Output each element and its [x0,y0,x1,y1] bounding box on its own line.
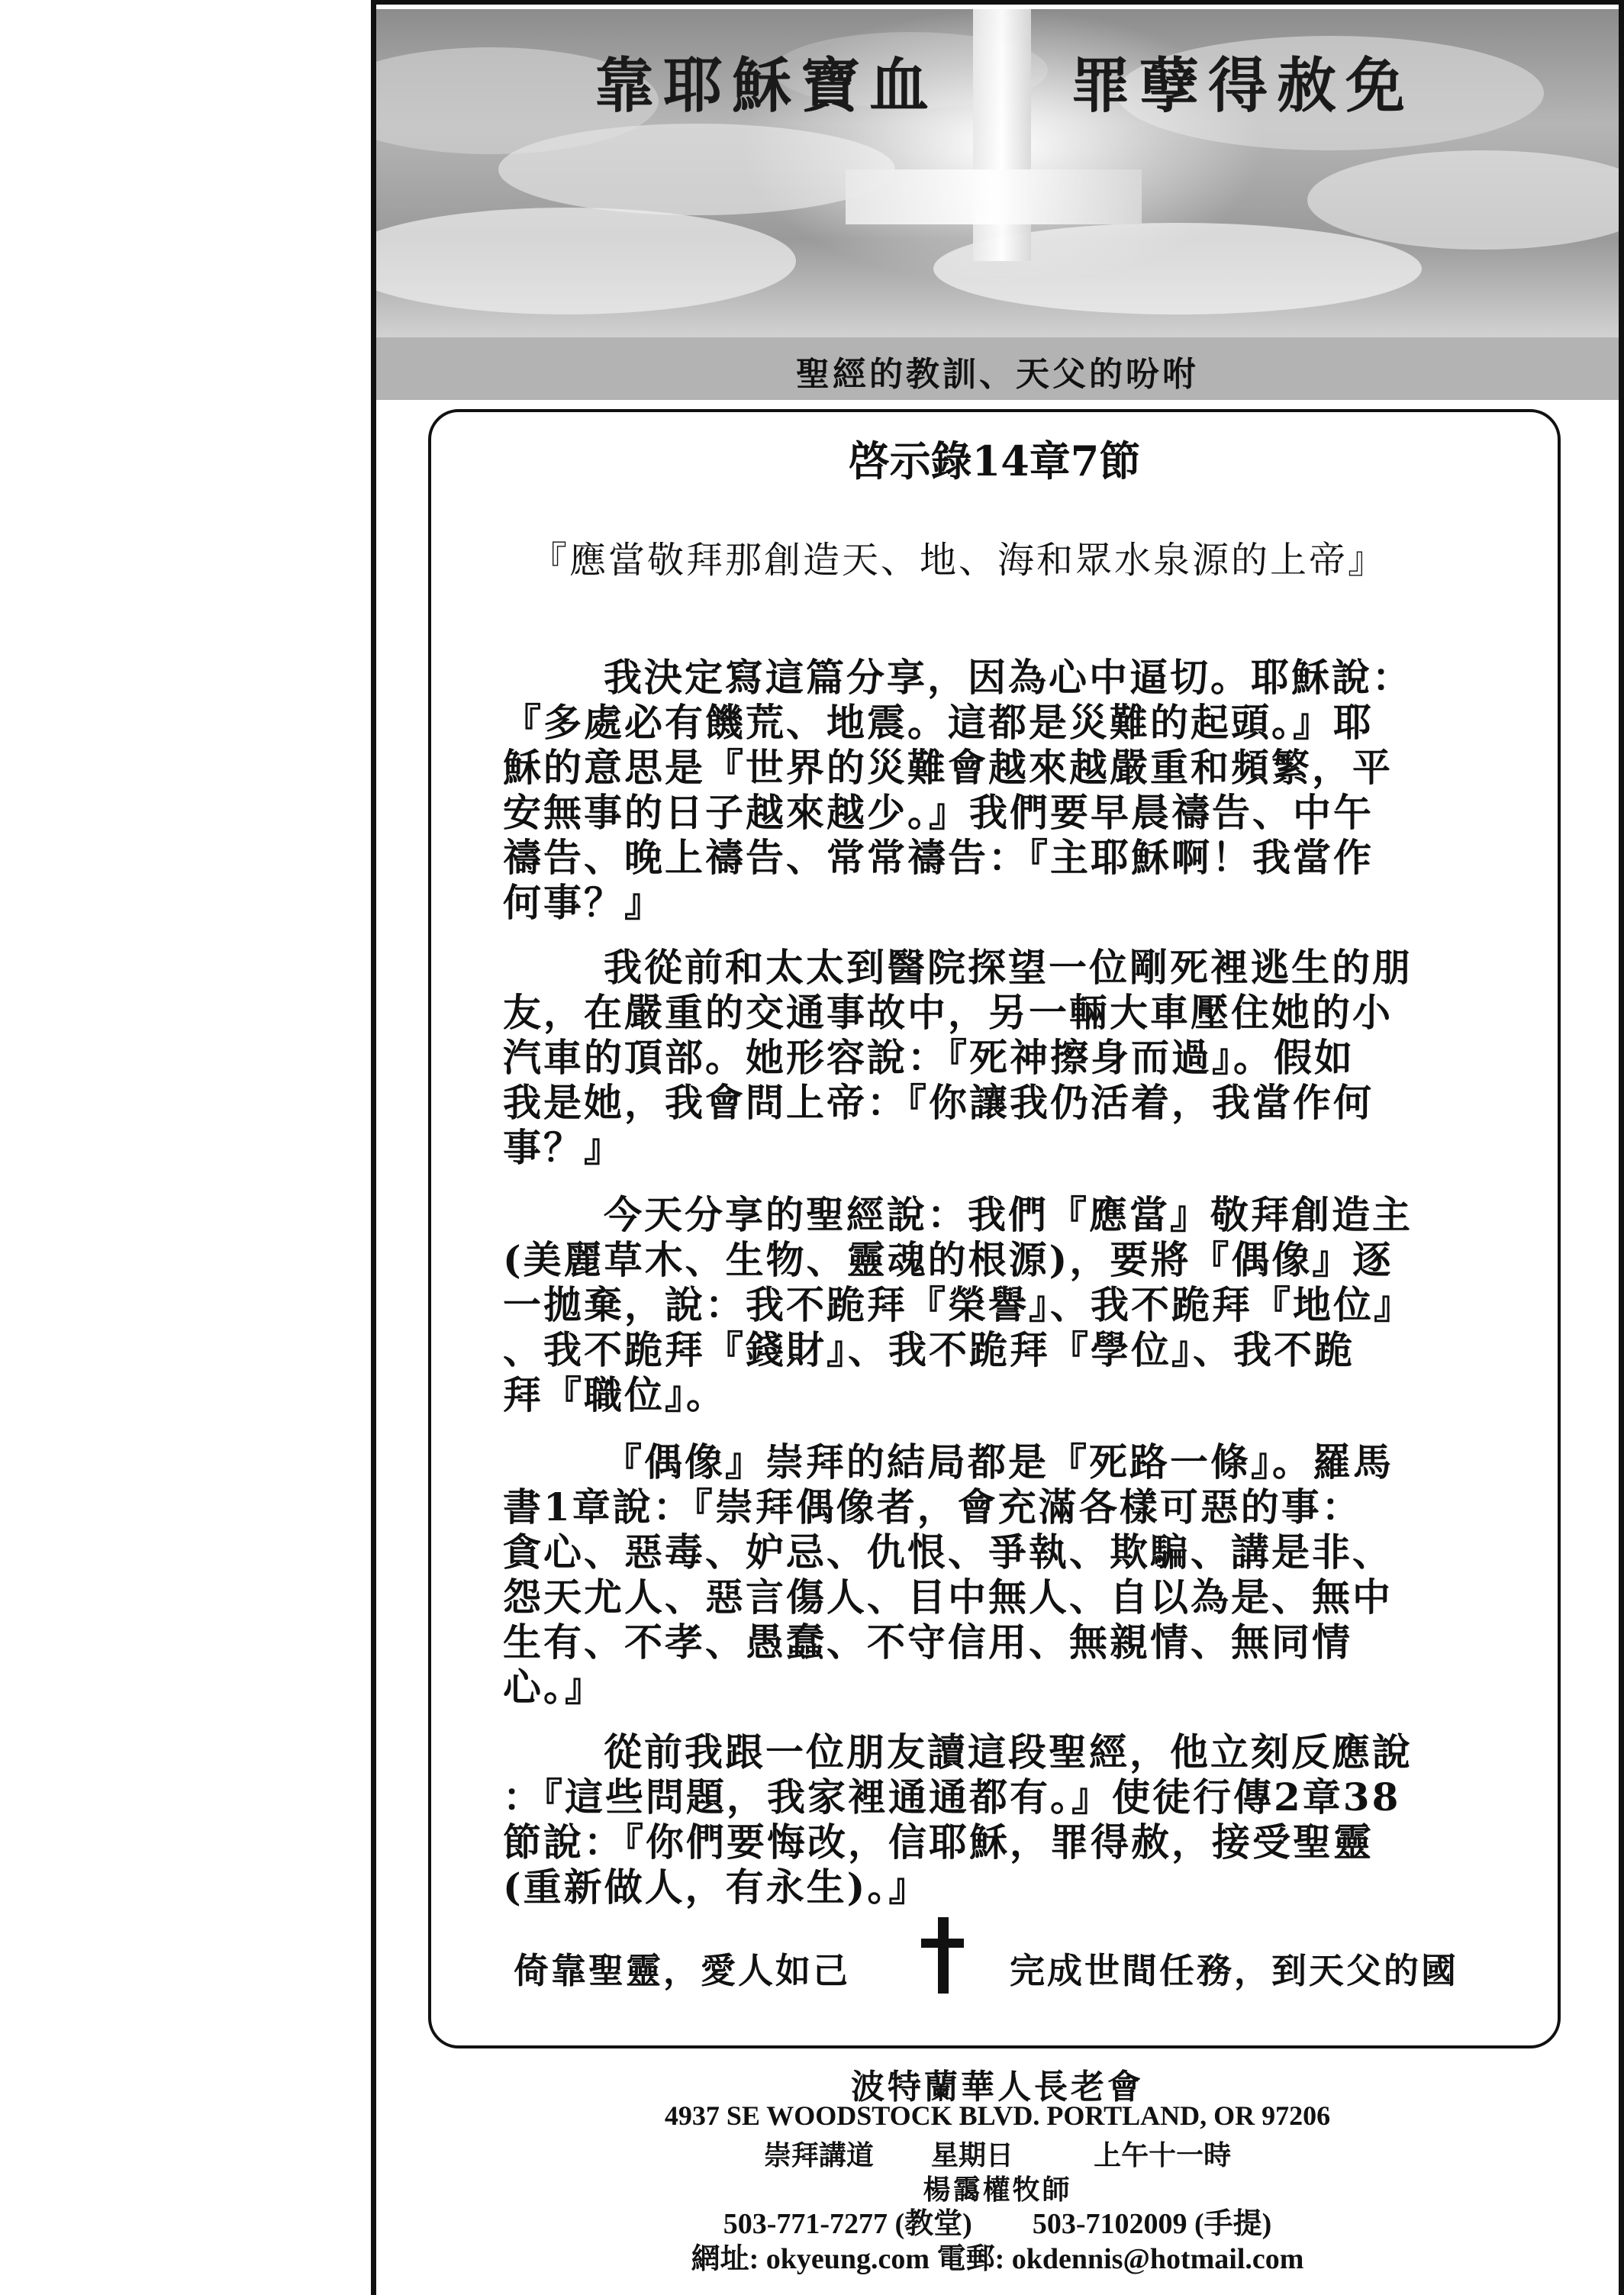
paragraph-line: 安無事的日子越來越少。』我們要早晨禱告、中午 [503,790,1374,835]
paragraph-line: 從前我跟一位朋友讀這段聖經，他立刻反應說 [604,1729,1413,1774]
paragraph-line: 『多處必有饑荒、地震。這都是災難的起頭。』耶 [503,700,1374,745]
footer-motto-right: 完成世間任務，到天父的國 [1010,1950,1458,1991]
paragraph-line: 友，在嚴重的交通事故中，另一輛大車壓住她的小 [503,990,1393,1035]
church-address: 4937 SE WOODSTOCK BLVD. PORTLAND, OR 97206 [664,2100,1331,2131]
banner-title-left: 靠耶穌寶血 [594,51,939,121]
verse-reference: 啓示錄14章7節 [848,437,1141,485]
subheader-text: 聖經的教訓、天父的吩咐 [796,355,1199,394]
web-email-line [376,2235,1619,2277]
paragraph-line: 一拋棄，說：我不跪拜『榮譽』、我不跪拜『地位』 [503,1282,1414,1327]
cloud-sky-image [376,9,1619,337]
paragraph-line: 心。』 [503,1665,605,1710]
paragraph-line: 拜『職位』。 [503,1372,727,1417]
church-name: 波特蘭華人長老會 [851,2068,1144,2106]
paragraph-line: (美麗草木、生物、靈魂的根源)，要將『偶像』逐 [503,1237,1394,1282]
phone-church[interactable]: 503-771-7277 (教堂) [723,2208,972,2240]
banner-title-right: 罪孽得赦免 [1071,51,1415,121]
paragraph-line: ：『這些問題，我家裡通通都有。』使徒行傳2章38 [503,1774,1401,1820]
phone-mobile[interactable]: 503-7102009 (手提) [1032,2208,1272,2240]
verse-quote: 『應當敬拜那創造天、地、海和眾水泉源的上帝』 [530,539,1387,582]
cross-icon [920,1917,965,1994]
banner [376,9,1619,337]
web-label: 網址: [691,2243,759,2275]
service-day: 星期日 [930,2139,1013,2171]
service-time: 上午十一時 [1094,2139,1232,2171]
email-link[interactable]: okdennis@hotmail.com [1011,2243,1304,2275]
paragraph-line: 穌的意思是『世界的災難會越來越嚴重和頻繁，平 [503,745,1393,790]
paragraph-line: 我從前和太太到醫院探望一位剛死裡逃生的朋 [604,945,1413,990]
website-link[interactable]: okyeung.com [765,2243,930,2275]
subheader-bar [376,337,1619,400]
paragraph-line: 何事？』 [503,880,665,925]
paragraph-2 [503,945,1518,1170]
paragraph-line: 貪心、惡毒、妒忌、仇恨、爭執、欺騙、講是非、 [503,1529,1393,1575]
paragraph-1 [503,655,1518,925]
paragraph-line: 我是她，我會問上帝：『你讓我仍活着，我當作何 [503,1080,1374,1125]
paragraph-3 [503,1192,1518,1417]
paragraph-line: 事？』 [503,1125,624,1170]
paragraph-line: 『偶像』崇拜的結局都是『死路一條』。羅馬 [604,1439,1394,1484]
service-info [376,2134,1619,2173]
paragraph-line: 書1章說：『崇拜偶像者，會充滿各樣可惡的事： [503,1484,1362,1529]
paragraph-line: (重新做人，有永生)。』 [503,1865,930,1910]
paragraph-5 [503,1729,1518,1910]
paragraph-line: 我決定寫這篇分享，因為心中逼切。耶穌說： [604,655,1413,700]
paragraph-line: 生有、不孝、愚蠢、不守信用、無親情、無同情 [503,1620,1352,1665]
pastor-name: 楊靄權牧師 [923,2174,1072,2206]
flyer-page [371,0,1624,2295]
footer-motto-left: 倚靠聖靈，愛人如己 [514,1950,850,1991]
paragraph-4 [503,1439,1518,1710]
content-panel [428,409,1561,2048]
paragraph-line: 今天分享的聖經說：我們『應當』敬拜創造主 [604,1192,1413,1237]
paragraph-line: 、我不跪拜『錢財』、我不跪拜『學位』、我不跪 [503,1327,1355,1372]
service-label: 崇拜講道 [763,2139,874,2171]
paragraph-line: 怨天尤人、惡言傷人、目中無人、自以為是、無中 [503,1575,1393,1620]
paragraph-line: 汽車的頂部。她形容說：『死神擦身而過』。假如 [503,1035,1355,1080]
paragraph-line: 禱告、晚上禱告、常常禱告：『主耶穌啊！我當作 [503,835,1374,880]
email-label: 電郵: [936,2243,1005,2275]
paragraph-line: 節說：『你們要悔改，信耶穌，罪得赦，接受聖靈 [503,1820,1374,1865]
